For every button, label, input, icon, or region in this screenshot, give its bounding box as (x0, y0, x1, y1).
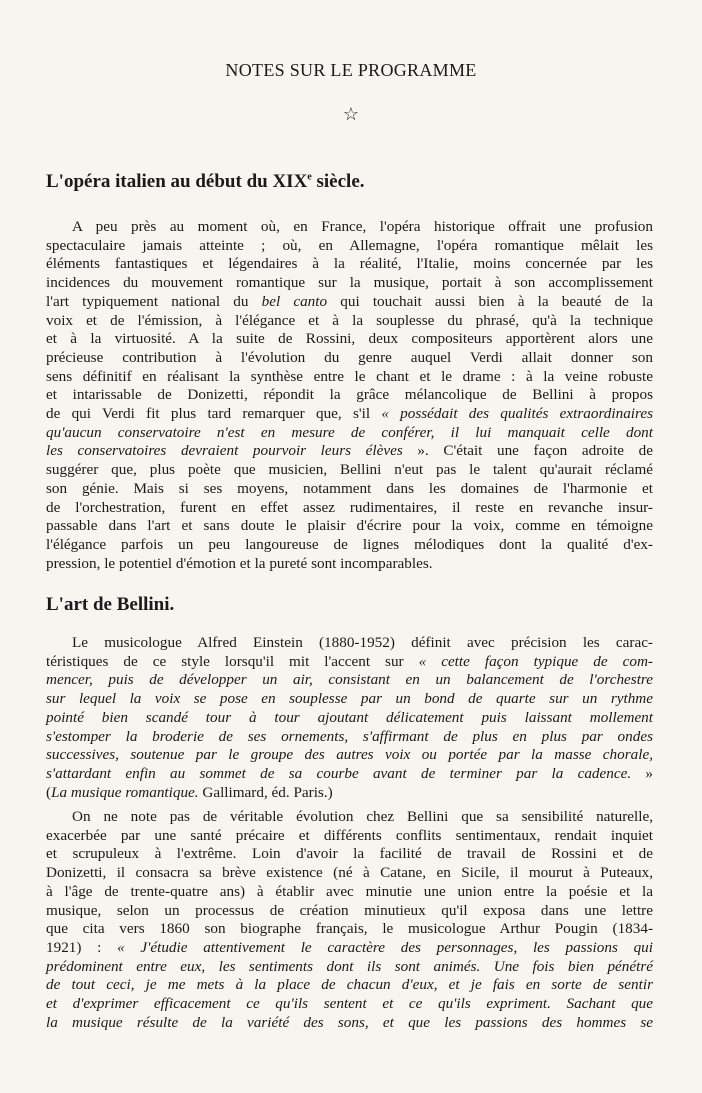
paragraph-opera-italien: A peu près au moment où, en France, l'opéra historique offrait une profusion spectaculaire jamais atteinte ; où, en Allemagne, l'opéra romantique mêlait les éléments fantastiques et légendaires à la réalité, l'Italie, moins concernée par les incidences du mouvement romantique sur la musique, portait à son accomplissement l'art typiquement national du bel canto qui touchait aussi bien à la beauté de la voix et de l'émission, à l'élégance et à la souplesse du phrasé, qu'à la technique et à la virtuosité. A la suite de Rossini, deux compositeurs apportèrent alors une précieuse contribution à l'évolution du genre auquel Verdi allait donner son sens définitif en réalisant la synthèse entre le chant et le drame : à la veine robuste et intarissable de Donizetti, répondit la grâce mélancolique de Bellini à propos de qui Verdi fit plus tard remarquer que, s'il « possédait des qualités extraordinaires qu'aucun conservatoire n'est en mesure de conférer, il lui manquait celle dont les conservatoires devraient pourvoir leurs élèves ». C'était une façon adroite de suggérer que, plus poète que musicien, Bellini n'eut pas le talent qu'aurait réclamé son génie. Mais si ses moyens, notamment dans les domaines de l'harmonie et de l'orchestration, furent en effet assez rudimentaires, il reste en revanche insur- passable dans l'art et sans doute le plaisir d'écrire pour la voix, comme en témoigne l'élégance parfois un peu langoureuse de lignes mélodiques dont la qualité d'ex- pression, le potentiel d'émotion et la pureté sont incomparables. (46, 218, 654, 572)
paragraph-einstein: Le musicologue Alfred Einstein (1880-1952) définit avec précision les carac- téristiques de ce style lorsqu'il mit l'accent sur « cette façon typique de com- mencer, puis de développer un air, consistant en un balancement de l'orchestre sur lequel la voix se pose en souplesse par un bond de quarte sur un rythme pointé bien scandé tour à tour ajoutant délicatement puis laissant mollement s'estomper la broderie de ses ornements, s'affirmant de plus en plus par ondes successives, soutenue par le groupe des autres voix ou portée par la masse chorale, s'attardant enfin au sommet de sa courbe avant de terminer par la cadence. » (La musique romantique. Gallimard, éd. Paris.) (46, 634, 654, 801)
star-ornament-icon: ☆ (342, 104, 360, 124)
page-title: NOTES SUR LE PROGRAMME (225, 60, 477, 80)
paragraph-bellini-evolution: On ne note pas de véritable évolution chez Bellini que sa sensibilité naturelle, exacerbée par une santé précaire et différents conflits sentimentaux, rendait inquiet et scrupuleux à l'extrême. Loin d'avoir la facilité de travail de Rossini et de Donizetti, il consacra sa brève existence (né à Catane, en Sicile, il mourut à Puteaux, à l'âge de trente-quatre ans) à établir avec minutie une union entre la poésie et la musique, selon un processus de création minutieux qu'il exposa dans une lettre que cita vers 1860 son biographe français, le musicologue Arthur Pougin (1834- 1921) : « J'étudie attentivement le caractère des personnages, les passions qui prédominent entre eux, les sentiments dont ils sont animés. Une fois bien pénétré de tout ceci, je me mets à la place de chacun d'eux, et je fais en sorte de sentir et d'exprimer efficacement ce qu'ils sentent et ce qu'ils expriment. Sachant que la musique résulte de la variété des sons, et que les passions des hommes se (46, 808, 653, 1031)
section-heading-art-bellini: L'art de Bellini. (46, 594, 175, 615)
section-heading-opera-italien: L'opéra italien au début du XIXe siècle. (46, 171, 365, 192)
